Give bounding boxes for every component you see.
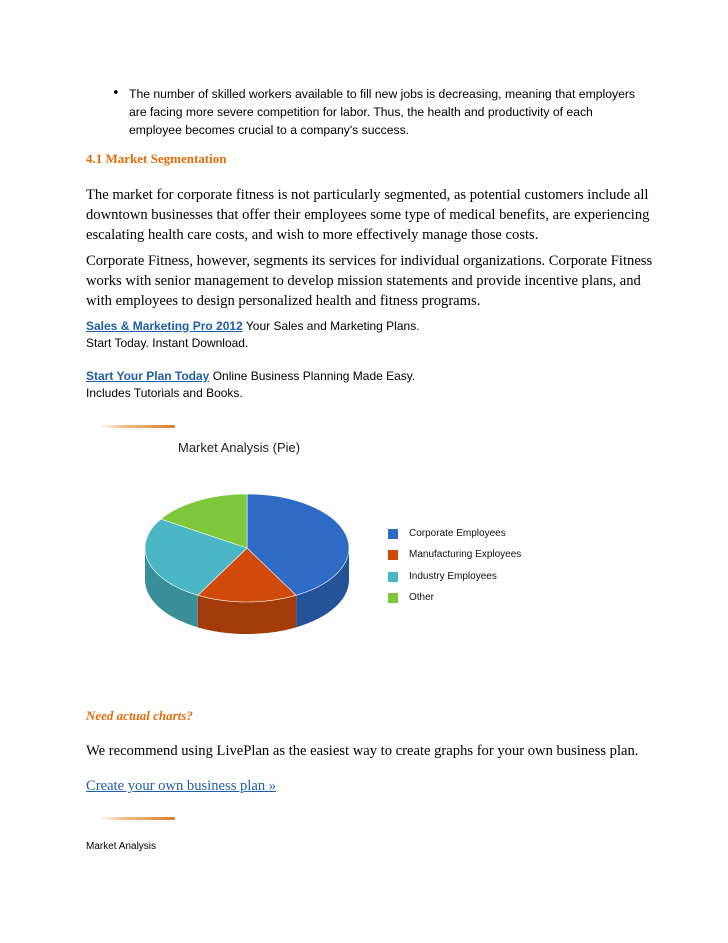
cta-heading: Need actual charts? xyxy=(86,708,193,723)
legend-swatch xyxy=(388,550,398,560)
ad-block-1 xyxy=(86,318,420,352)
ad-text-2: Online Business Planning Made Easy. xyxy=(209,369,416,383)
ad-line2-1: Start Today. Instant Download. xyxy=(86,336,249,350)
cta-text: We recommend using LivePlan as the easiest way to create graphs for your own business plan. xyxy=(86,743,639,759)
legend-swatch xyxy=(388,593,398,603)
ad-link-sales-marketing[interactable]: Sales & Marketing Pro 2012 xyxy=(86,319,243,333)
legend-label: Industry Employees xyxy=(409,571,497,582)
bullet-text: The number of skilled workers available to fill new jobs is decreasing, meaning that employers are facing more severe competition for labor. Thus, the health and productivity of each employee becomes crucial to a company's success. xyxy=(129,87,636,137)
legend-swatch xyxy=(388,572,398,582)
paragraph-1: The market for corporate fitness is not particularly segmented, as potential customers include all downtown businesses that offer their employees some type of medical benefits, are experiencing escalating health care costs, and wish to more effectively manage those costs. xyxy=(86,187,650,243)
paragraph-2: Corporate Fitness, however, segments its services for individual organizations. Corporate Fitness works with senior management to develop mission statements and provide incentive plans, and with employees to design personalized health and fitness programs. xyxy=(86,253,653,309)
decorative-divider xyxy=(100,425,175,428)
legend-label: Other xyxy=(409,592,435,603)
legend-label: Corporate Employees xyxy=(409,528,506,539)
legend-label: Manufacturing Exployees xyxy=(409,549,522,560)
ad-text-1: Your Sales and Marketing Plans. xyxy=(242,319,420,333)
pie-chart xyxy=(130,480,370,655)
page-footer: Market Analysis xyxy=(86,841,157,852)
bullet-marker: • xyxy=(112,86,120,101)
legend-item-industry xyxy=(388,571,497,582)
create-plan-link[interactable]: Create your own business plan » xyxy=(86,778,277,794)
ad-block-2 xyxy=(86,368,415,402)
section-heading: 4.1 Market Segmentation xyxy=(86,151,227,166)
ad-line2-2: Includes Tutorials and Books. xyxy=(86,386,243,400)
chart-title: Market Analysis (Pie) xyxy=(178,440,301,455)
legend-swatch xyxy=(388,529,398,539)
ad-link-start-plan[interactable]: Start Your Plan Today xyxy=(86,369,210,383)
decorative-divider xyxy=(100,817,175,820)
legend-item-corporate xyxy=(388,528,506,539)
legend-item-other xyxy=(388,592,434,603)
legend-item-manufacturing xyxy=(388,549,521,560)
